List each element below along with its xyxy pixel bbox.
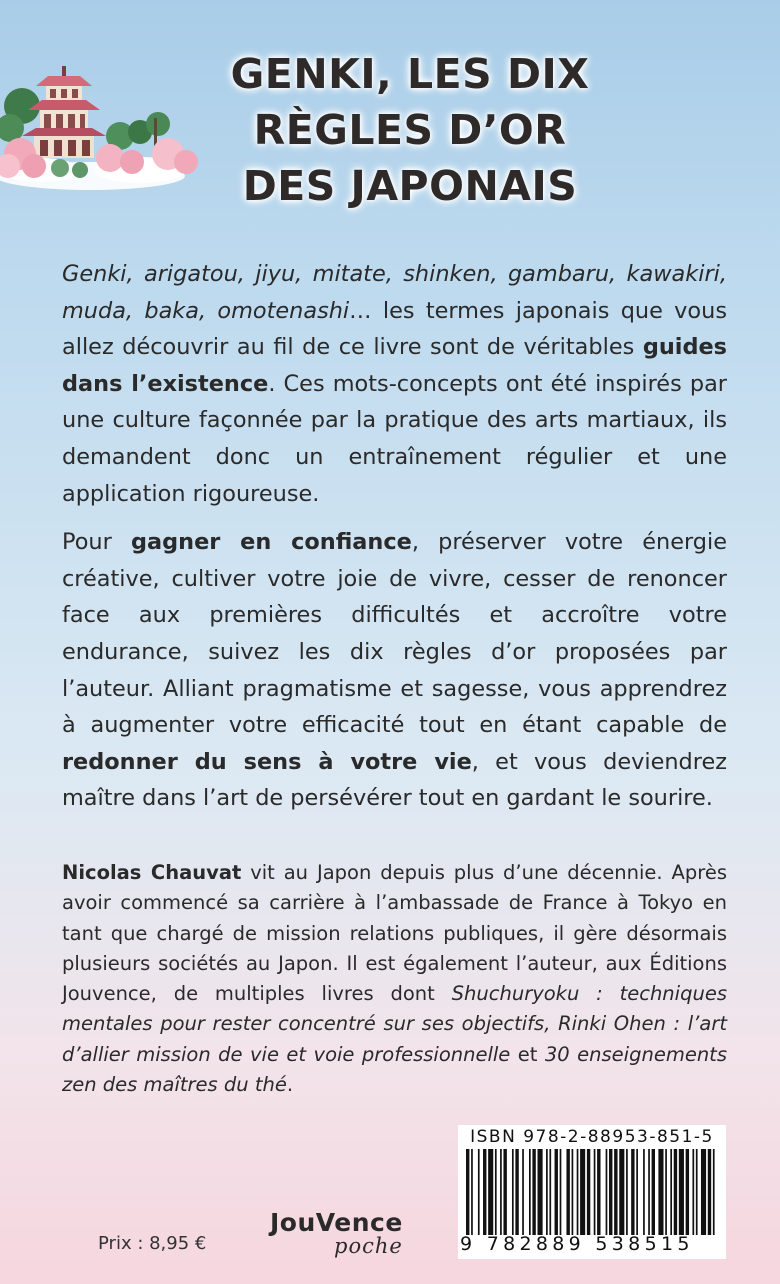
bio-book-titles: Shuchuryoku : techniques mentales pour rester concentré sur ses objectifs, Rinki Ohen : l’art d’allier mission de vie et voie professionnelle bbox=[62, 982, 727, 1066]
bio-text-1: vit au Japon depuis plus d’une décennie. Après avoir commencé sa carrière à l’ambassade de France à Tokyo en tant que chargé de mission relations publiques, il gère désormais plusieurs sociétés au Japon. Il est également l’auteur, aux Éditions Jouvence, de multiples livres dont bbox=[62, 861, 727, 1006]
blurb-p2-bold-2: redonner du sens à votre vie bbox=[62, 748, 472, 775]
blurb-p1-bold-1: guides dans l’existence bbox=[62, 334, 727, 397]
barcode-digits: 9 782889 538515 bbox=[460, 1233, 694, 1255]
isbn-barcode-box bbox=[458, 1125, 726, 1259]
bio-text-3: . bbox=[286, 1073, 294, 1097]
title-line-2: RÈGLES D’OR bbox=[253, 106, 567, 154]
publisher-logo bbox=[270, 1208, 420, 1264]
publisher-series: poche bbox=[334, 1234, 403, 1258]
book-title bbox=[200, 46, 620, 214]
blurb-p1-text-2: . Ces mots-concepts ont été inspirés par une culture façonnée par la pratique des arts martiaux, ils demandent donc un entraînement régulier et une application rigoureuse. bbox=[62, 370, 727, 507]
japanese-terms: Genki, arigatou, jiyu, mitate, shinken, gambaru, kawakiri, muda, baka, omotenashi bbox=[62, 261, 727, 324]
blurb-p2-bold-1: gagner en confiance bbox=[130, 529, 412, 556]
title-line-3: DES JAPONAIS bbox=[242, 162, 578, 210]
author-name: Nicolas Chauvat bbox=[62, 861, 242, 884]
bio-book-title-last: 30 enseignements zen des maîtres du thé bbox=[62, 1042, 727, 1097]
title-line-1: GENKI, LES DIX bbox=[230, 50, 590, 98]
blurb-p2-text-2: , préserver votre énergie créative, cultiver votre joie de vivre, cesser de renoncer face aux premières difficultés et accroître votre endurance, suivez les dix règles d’or proposées par l’auteur. Alliant pragmatisme et sagesse, vous apprendrez à augmenter votre efficacité tout en étant capable de bbox=[62, 529, 728, 739]
publisher-name: JouVence bbox=[270, 1208, 403, 1237]
author-bio-paragraph bbox=[62, 858, 727, 1100]
author-bio bbox=[62, 858, 727, 1100]
bio-text-2: et bbox=[510, 1042, 545, 1066]
blurb-paragraph-2 bbox=[62, 524, 727, 817]
blurb-p2-text-1: Pour bbox=[62, 529, 131, 556]
barcode-icon bbox=[466, 1149, 718, 1235]
back-cover-blurb bbox=[62, 256, 727, 817]
isbn-label: ISBN 978-2-88953-851-5 bbox=[470, 1127, 714, 1147]
blurb-paragraph-1 bbox=[62, 256, 727, 512]
price-label: Prix : 8,95 € bbox=[98, 1233, 207, 1254]
pagoda-illustration bbox=[0, 58, 200, 198]
blurb-p2-text-3: , et vous deviendrez maître dans l’art de persévérer tout en gardant le sourire. bbox=[62, 748, 727, 812]
blurb-p1-text-1: … les termes japonais que vous allez découvrir au fil de ce livre sont de véritables bbox=[62, 297, 727, 361]
